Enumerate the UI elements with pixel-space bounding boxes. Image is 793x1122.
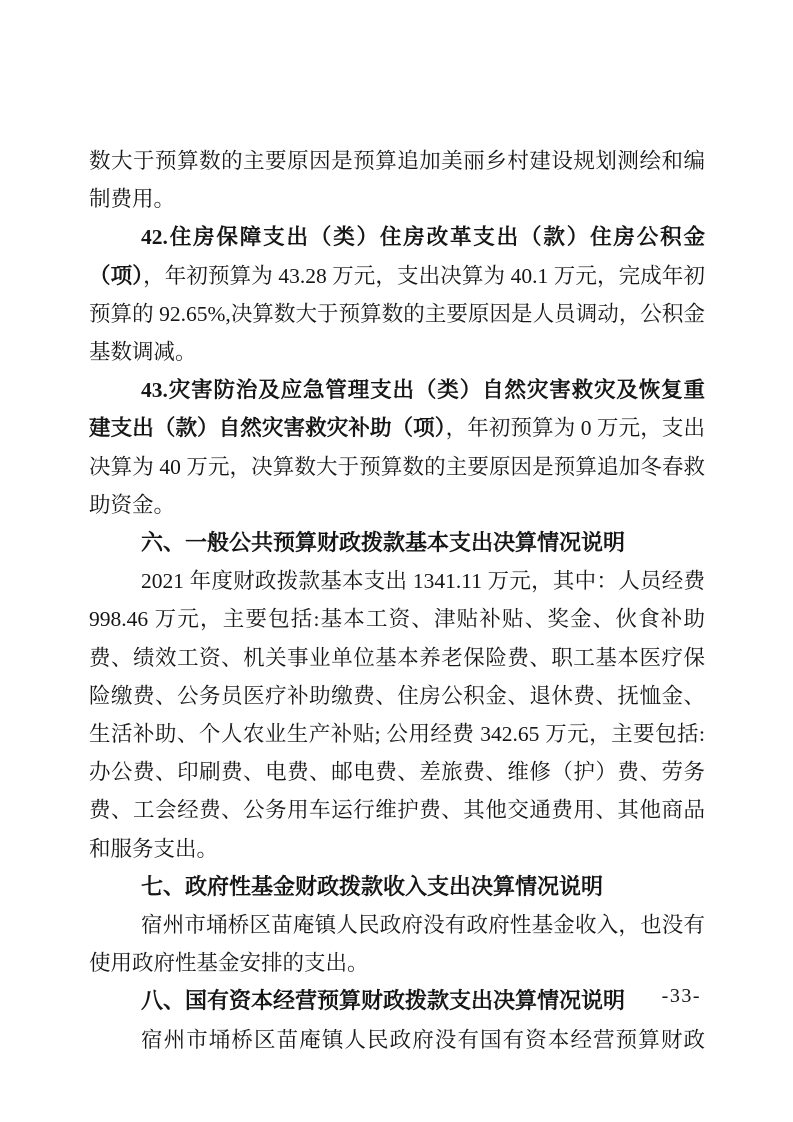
paragraph-continuation: 数大于预算数的主要原因是预算追加美丽乡村建设规划测绘和编制费用。: [89, 149, 705, 212]
section-6-heading: 六、一般公共预算财政拨款基本支出决算情况说明: [141, 530, 626, 556]
section-7-body: 宿州市埇桥区苗庵镇人民政府没有政府性基金收入，也没有使用政府性基金安排的支出。: [89, 913, 705, 976]
page-number: -33-: [661, 985, 701, 1007]
item-42-title: 42.住房保障支出（类）住房改革支出（款）住房公积金（项）: [89, 225, 705, 288]
section-8-heading: 八、国有资本经营预算财政拨款支出决算情况说明: [141, 988, 626, 1014]
paragraph-item-43: [89, 371, 705, 524]
item-43-body: ，年初预算为 0 万元，支出决算为 40 万元，决算数大于预算数的主要原因是预算追加冬春救助资金。: [89, 416, 705, 517]
section-7-heading: 七、政府性基金财政拨款收入支出决算情况说明: [141, 873, 604, 899]
section-6-body: 2021 年度财政拨款基本支出 1341.11 万元，其中：人员经费 998.46 万元，主要包括:基本工资、津贴补贴、奖金、伙食补助费、绩效工资、机关事业单位基本养老保险费、职工基本医疗保险缴费、公务员医疗补助缴费、住房公积金、退休费、抚恤金、生活补助、个人农业生产补贴; 公用经费 342.65 万元，主要包括:办公费、印刷费、电费、邮电费、差旅费、维修（护）费、劳务费、工会经费、公务用车运行维护费、其他交通费用、其他商品和服务支出。: [89, 569, 705, 861]
section-8-body: 宿州市埇桥区苗庵镇人民政府没有国有资本经营预算财政: [141, 1027, 705, 1052]
paragraph-item-42: [89, 218, 705, 371]
item-43-title: 43.灾害防治及应急管理支出（类）自然灾害救灾及恢复重建支出（款）自然灾害救灾补助（项）: [89, 378, 705, 441]
item-42-body: ，年初预算为 43.28 万元，支出决算为 40.1 万元，完成年初预算的 92.65%,决算数大于预算数的主要原因是人员调动，公积金基数调减。: [89, 263, 705, 365]
document-body: [89, 142, 705, 1059]
